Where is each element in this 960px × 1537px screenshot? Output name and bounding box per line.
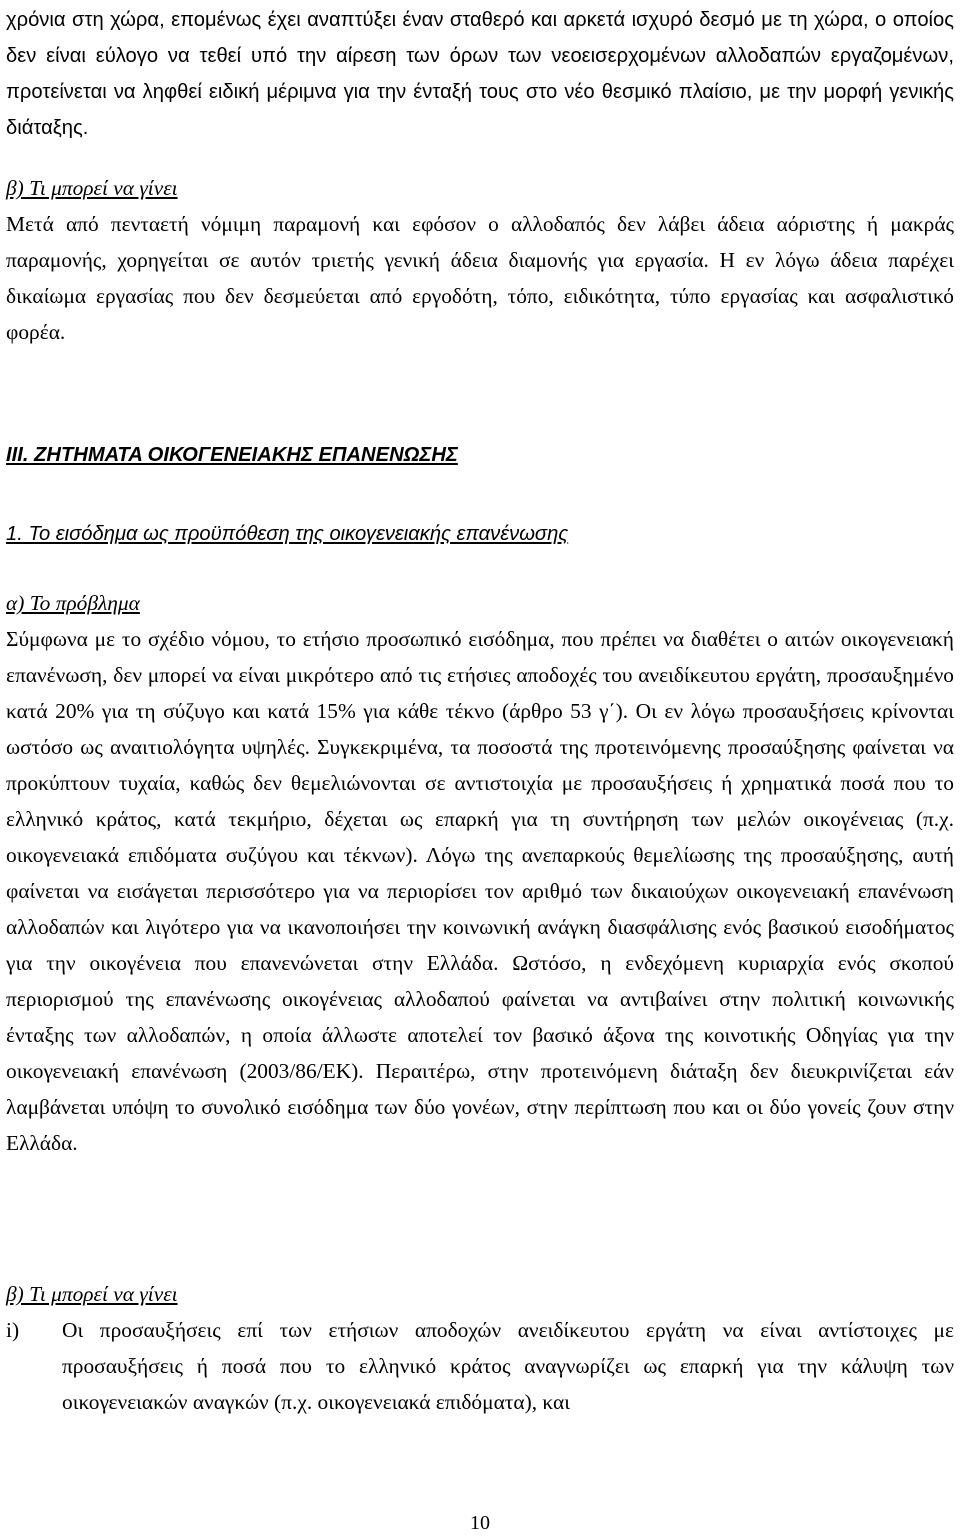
subsection-b1-title: β) Τι μπορεί να γίνει	[6, 176, 178, 200]
page-number: 10	[470, 1512, 490, 1534]
list-item	[6, 1312, 954, 1420]
intro-paragraph: χρόνια στη χώρα, επομένως έχει αναπτύξει έναν σταθερό και αρκετά ισχυρό δεσμό με τη χώρα, ο οποίος δεν είναι εύλογο να τεθεί υπό την αίρεση των όρων των νεοεισερχομένων αλλοδαπών εργαζομένων, προτείνεται να ληφθεί ειδική μέριμνα για την ένταξή τους στο νέο θεσμικό πλαίσιο, με την μορφή γενικής διάταξης.	[6, 9, 954, 139]
list-item-marker: i)	[6, 1318, 20, 1342]
subsection-1-title: 1. Το εισόδημα ως προϋπόθεση της οικογενειακής επανένωσης	[6, 523, 569, 545]
subsection-a	[6, 585, 954, 1161]
subsection-1	[6, 516, 954, 552]
subsection-b2-title: β) Τι μπορεί να γίνει	[6, 1282, 178, 1306]
intro-paragraph-block	[6, 2, 954, 146]
list-item-text: Οι προσαυξήσεις επί των ετήσιων αποδοχών ανειδίκευτου εργάτη να είναι αντίστοιχες με προσαυξήσεις ή ποσά που το ελληνικό κράτος αναγνωρίζει ως επαρκή για την κάλυψη των οικογενειακών αναγκών (π.χ. οικογενειακά επιδόματα), και	[62, 1318, 954, 1414]
subsection-a-title: α) Το πρόβλημα	[6, 591, 140, 615]
subsection-b2	[6, 1276, 954, 1420]
section-title: ΙΙΙ. ΖΗΤΗΜΑΤΑ ΟΙΚΟΓΕΝΕΙΑΚΗΣ ΕΠΑΝΕΝΩΣΗΣ	[6, 444, 458, 466]
subsection-a-text: Σύμφωνα με το σχέδιο νόμου, το ετήσιο προσωπικό εισόδημα, που πρέπει να διαθέτει ο αιτών οικογενειακή επανένωση, δεν μπορεί να είναι μικρότερο από τις ετήσιες αποδοχές του ανειδίκευτου εργάτη, προσαυξημένο κατά 20% για τη σύζυγο και κατά 15% για κάθε τέκνο (άρθρο 53 γ΄). Οι εν λόγω προσαυξήσεις κρίνονται ωστόσο ως αναιτιολόγητα υψηλές. Συγκεκριμένα, τα ποσοστά της προτεινόμενης προσαύξησης φαίνεται να προκύπτουν τυχαία, καθώς δεν θεμελιώνονται σε αντιστοιχία με προσαυξήσεις ή χρηματικά ποσά που το ελληνικό κράτος, κατά τεκμήριο, δέχεται ως επαρκή για τη συντήρηση των μελών οικογένειας (π.χ. οικογενειακά επιδόματα συζύγου και τέκνων). Λόγω της ανεπαρκούς θεμελίωσης της προσαύξησης, αυτή φαίνεται να εισάγεται περισσότερο για να περιορίσει τον αριθμό των δικαιούχων οικογενειακή επανένωση αλλοδαπών και λιγότερο για να ικανοποιήσει την κοινωνική ανάγκη διασφάλισης ενός βασικού εισοδήματος για την οικογένεια που επανενώνεται στην Ελλάδα. Ωστόσο, η ενδεχόμενη κυριαρχία ενός σκοπού περιορισμού της επανένωσης οικογένειας αλλοδαπού φαίνεται να αντιβαίνει στην πολιτική κοινωνικής ένταξης των αλλοδαπών, η οποία άλλωστε αποτελεί τον βασικό άξονα της κοινοτικής Οδηγίας για την οικογενειακή επανένωση (2003/86/ΕΚ). Περαιτέρω, στην προτεινόμενη διάταξη δεν διευκρινίζεται εάν λαμβάνεται υπόψη το συνολικό εισόδημα των δύο γονέων, στην περίπτωση που και οι δύο γονείς ζουν στην Ελλάδα.	[6, 627, 954, 1155]
subsection-b1-text: Μετά από πενταετή νόμιμη παραμονή και εφόσον ο αλλοδαπός δεν λάβει άδεια αόριστης ή μακράς παραμονής, χορηγείται σε αυτόν τριετής γενική άδεια διαμονής για εργασία. Η εν λόγω άδεια παρέχει δικαίωμα εργασίας που δεν δεσμεύεται από εργοδότη, τόπο, ειδικότητα, τύπο εργασίας και ασφαλιστικό φορέα.	[6, 212, 954, 344]
section-iii	[6, 437, 954, 473]
subsection-b1	[6, 170, 954, 350]
